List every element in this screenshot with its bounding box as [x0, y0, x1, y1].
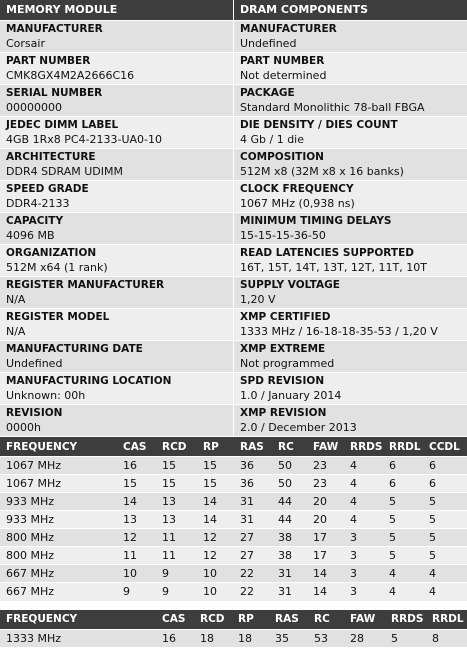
table-cell-rcd: 11 — [156, 547, 197, 565]
field-label: READ LATENCIES SUPPORTED — [240, 247, 414, 259]
table-cell-cas: 16 — [156, 629, 194, 647]
table-row — [0, 511, 467, 529]
table-cell-rrdl: 6 — [383, 457, 423, 475]
table-cell-faw: 14 — [307, 565, 344, 583]
dram-components-header: DRAM COMPONENTS — [234, 0, 467, 20]
field-value: 00000000 — [6, 101, 62, 114]
table-cell-rp: 12 — [197, 529, 234, 547]
field-value: N/A — [6, 293, 26, 306]
table-cell-frequency: 1067 MHz — [0, 475, 117, 493]
table-cell-rrdl: 6 — [383, 475, 423, 493]
table-cell-rcd: 9 — [156, 565, 197, 583]
dram-components-package-row — [234, 84, 467, 116]
dram-components-xmp-extreme-row — [234, 340, 467, 372]
table-cell-ccdl: 5 — [423, 529, 467, 547]
table-cell-faw: 20 — [307, 511, 344, 529]
table-cell-ccdl: 4 — [423, 565, 467, 583]
table-cell-frequency: 933 MHz — [0, 493, 117, 511]
dram-components-read-latencies-supported-row — [234, 244, 467, 276]
field-value: DDR4-2133 — [6, 197, 70, 210]
table-cell-frequency: 933 MHz — [0, 511, 117, 529]
memory-module-register-manufacturer-row — [0, 276, 233, 308]
table-cell-rrdl: 4 — [383, 583, 423, 601]
table-cell-rrds: 4 — [344, 511, 383, 529]
table-cell-rrds: 3 — [344, 565, 383, 583]
table-cell-ccdl: 5 — [423, 493, 467, 511]
table-cell-cas: 11 — [117, 547, 156, 565]
table-cell-frequency: 800 MHz — [0, 529, 117, 547]
table-row — [0, 565, 467, 583]
table-row — [0, 583, 467, 601]
field-value: 4GB 1Rx8 PC4-2133-UA0-10 — [6, 133, 162, 146]
table-cell-cas: 13 — [117, 511, 156, 529]
table-cell-faw: 23 — [307, 457, 344, 475]
table-cell-rc: 44 — [272, 493, 307, 511]
table-cell-ras: 31 — [234, 493, 272, 511]
table-cell-ras: 27 — [234, 529, 272, 547]
dram-components-manufacturer-row — [234, 20, 467, 52]
table-row — [0, 547, 467, 565]
memory-module-part-number-row — [0, 52, 233, 84]
table-separator — [0, 601, 467, 609]
field-label: MINIMUM TIMING DELAYS — [240, 215, 392, 227]
table-cell-rc: 31 — [272, 583, 307, 601]
field-label: MANUFACTURER — [240, 23, 337, 35]
column-header-faw: FAW — [344, 609, 385, 629]
table-cell-ccdl: 5 — [423, 547, 467, 565]
table-cell-ccdl: 6 — [423, 475, 467, 493]
field-label: SUPPLY VOLTAGE — [240, 279, 340, 291]
field-value: 16T, 15T, 14T, 13T, 12T, 11T, 10T — [240, 261, 427, 274]
field-value: 1.0 / January 2014 — [240, 389, 342, 402]
jedec-timings-table — [0, 436, 467, 601]
table-cell-rcd: 15 — [156, 475, 197, 493]
table-cell-faw: 23 — [307, 475, 344, 493]
memory-module-serial-number-row — [0, 84, 233, 116]
table-cell-rc: 53 — [308, 629, 344, 647]
field-label: REGISTER MANUFACTURER — [6, 279, 165, 291]
memory-module-speed-grade-row — [0, 180, 233, 212]
table-cell-rp: 15 — [197, 457, 234, 475]
table-cell-faw: 14 — [307, 583, 344, 601]
field-label: XMP REVISION — [240, 407, 327, 419]
dram-components-part-number-row — [234, 52, 467, 84]
table-cell-ras: 36 — [234, 475, 272, 493]
field-label: SERIAL NUMBER — [6, 87, 103, 99]
table-cell-cas: 15 — [117, 475, 156, 493]
table-row — [0, 475, 467, 493]
dram-components-clock-frequency-row — [234, 180, 467, 212]
table-cell-rrds: 3 — [344, 547, 383, 565]
table-cell-rrdl: 5 — [383, 529, 423, 547]
field-label: CAPACITY — [6, 215, 64, 227]
table-cell-rrds: 4 — [344, 475, 383, 493]
table-cell-rcd: 9 — [156, 583, 197, 601]
field-label: REVISION — [6, 407, 63, 419]
table-cell-rrds: 4 — [344, 493, 383, 511]
table-cell-rc: 31 — [272, 565, 307, 583]
memory-module-organization-row — [0, 244, 233, 276]
memory-module-capacity-row — [0, 212, 233, 244]
table-cell-rp: 12 — [197, 547, 234, 565]
field-value: N/A — [6, 325, 26, 338]
column-header-rrds: RRDS — [385, 609, 426, 629]
memory-module-header: MEMORY MODULE — [0, 0, 233, 20]
table-cell-rc: 50 — [272, 457, 307, 475]
table-cell-cas: 12 — [117, 529, 156, 547]
memory-module-jedec-dimm-label-row — [0, 116, 233, 148]
xmp-timings-table — [0, 609, 467, 648]
dram-components-spd-revision-row — [234, 372, 467, 404]
memory-module-revision-row — [0, 404, 233, 436]
table-cell-rc: 44 — [272, 511, 307, 529]
field-value: 2.0 / December 2013 — [240, 421, 357, 434]
table-cell-cas: 16 — [117, 457, 156, 475]
table-cell-rcd: 18 — [194, 629, 232, 647]
table-cell-cas: 14 — [117, 493, 156, 511]
column-header-frequency: FREQUENCY — [0, 437, 117, 457]
field-label: ORGANIZATION — [6, 247, 97, 259]
table-cell-rc: 50 — [272, 475, 307, 493]
column-header-ccdl: CCDL — [423, 437, 467, 457]
table-cell-rrdl: 8 — [426, 629, 467, 647]
table-cell-ccdl: 6 — [423, 457, 467, 475]
column-header-rc: RC — [308, 609, 344, 629]
column-header-rp: RP — [232, 609, 269, 629]
table-cell-frequency: 1333 MHz — [0, 629, 156, 647]
dram-components-column — [234, 0, 467, 436]
field-value: 15-15-15-36-50 — [240, 229, 326, 242]
dram-components-minimum-timing-delays-row — [234, 212, 467, 244]
field-value: Standard Monolithic 78-ball FBGA — [240, 101, 425, 114]
table-cell-frequency: 1067 MHz — [0, 457, 117, 475]
table-row — [0, 493, 467, 511]
table-cell-ras: 27 — [234, 547, 272, 565]
table-cell-frequency: 667 MHz — [0, 565, 117, 583]
table-cell-rrds: 5 — [385, 629, 426, 647]
field-label: PART NUMBER — [240, 55, 325, 67]
table-row — [0, 529, 467, 547]
table-cell-faw: 28 — [344, 629, 385, 647]
table-cell-rcd: 15 — [156, 457, 197, 475]
column-header-ras: RAS — [269, 609, 308, 629]
field-label: COMPOSITION — [240, 151, 324, 163]
field-label: XMP EXTREME — [240, 343, 326, 355]
table-cell-rrdl: 5 — [383, 547, 423, 565]
field-value: 4 Gb / 1 die — [240, 133, 305, 146]
table-cell-rcd: 13 — [156, 511, 197, 529]
field-value: Unknown: 00h — [6, 389, 86, 402]
table-cell-rrdl: 5 — [383, 493, 423, 511]
column-header-rcd: RCD — [156, 437, 197, 457]
field-label: MANUFACTURING LOCATION — [6, 375, 172, 387]
field-value: DDR4 SDRAM UDIMM — [6, 165, 123, 178]
table-cell-rp: 10 — [197, 565, 234, 583]
field-value: Corsair — [6, 37, 45, 50]
column-header-frequency: FREQUENCY — [0, 609, 156, 629]
table-cell-rrds: 4 — [344, 457, 383, 475]
memory-module-manufacturing-location-row — [0, 372, 233, 404]
table-row — [0, 629, 467, 647]
field-value: 1333 MHz / 16-18-18-35-53 / 1,20 V — [240, 325, 438, 338]
field-value: Undefined — [240, 37, 297, 50]
memory-module-manufacturer-row — [0, 20, 233, 52]
table-cell-cas: 10 — [117, 565, 156, 583]
table-cell-ras: 31 — [234, 511, 272, 529]
table-cell-ccdl: 4 — [423, 583, 467, 601]
dram-components-xmp-certified-row — [234, 308, 467, 340]
column-header-rrdl: RRDL — [383, 437, 423, 457]
memory-module-architecture-row — [0, 148, 233, 180]
column-header-rp: RP — [197, 437, 234, 457]
table-cell-rp: 14 — [197, 511, 234, 529]
table-cell-rc: 38 — [272, 529, 307, 547]
field-label: SPEED GRADE — [6, 183, 89, 195]
table-cell-rrds: 3 — [344, 583, 383, 601]
dram-components-composition-row — [234, 148, 467, 180]
table-cell-rc: 38 — [272, 547, 307, 565]
field-value: 1,20 V — [240, 293, 276, 306]
table-cell-ccdl: 5 — [423, 511, 467, 529]
table-cell-frequency: 667 MHz — [0, 583, 117, 601]
table-cell-rp: 10 — [197, 583, 234, 601]
table-cell-ras: 22 — [234, 583, 272, 601]
table-cell-rp: 18 — [232, 629, 269, 647]
table-cell-rp: 14 — [197, 493, 234, 511]
field-value: 0000h — [6, 421, 41, 434]
table-cell-rrdl: 4 — [383, 565, 423, 583]
field-value: 512M x64 (1 rank) — [6, 261, 108, 274]
column-header-rrdl: RRDL — [426, 609, 467, 629]
table-cell-rrds: 3 — [344, 529, 383, 547]
table-cell-rcd: 13 — [156, 493, 197, 511]
table-cell-faw: 20 — [307, 493, 344, 511]
table-row — [0, 457, 467, 475]
memory-module-column — [0, 0, 233, 436]
table-cell-frequency: 800 MHz — [0, 547, 117, 565]
table-cell-faw: 17 — [307, 529, 344, 547]
column-header-cas: CAS — [117, 437, 156, 457]
table-cell-cas: 9 — [117, 583, 156, 601]
column-header-rc: RC — [272, 437, 307, 457]
dram-components-die-density-dies-count-row — [234, 116, 467, 148]
table-cell-rp: 15 — [197, 475, 234, 493]
field-value: Not programmed — [240, 357, 335, 370]
table-cell-rrdl: 5 — [383, 511, 423, 529]
field-label: SPD REVISION — [240, 375, 325, 387]
field-label: XMP CERTIFIED — [240, 311, 331, 323]
field-value: Not determined — [240, 69, 327, 82]
field-label: PART NUMBER — [6, 55, 91, 67]
field-value: 4096 MB — [6, 229, 55, 242]
table-cell-ras: 35 — [269, 629, 308, 647]
table-cell-ras: 36 — [234, 457, 272, 475]
memory-module-manufacturing-date-row — [0, 340, 233, 372]
field-label: REGISTER MODEL — [6, 311, 110, 323]
column-header-faw: FAW — [307, 437, 344, 457]
column-header-cas: CAS — [156, 609, 194, 629]
field-label: PACKAGE — [240, 87, 295, 99]
dram-components-supply-voltage-row — [234, 276, 467, 308]
field-value: CMK8GX4M2A2666C16 — [6, 69, 135, 82]
field-label: ARCHITECTURE — [6, 151, 96, 163]
table-cell-ras: 22 — [234, 565, 272, 583]
field-label: DIE DENSITY / DIES COUNT — [240, 119, 398, 131]
memory-module-register-model-row — [0, 308, 233, 340]
column-header-ras: RAS — [234, 437, 272, 457]
field-label: MANUFACTURING DATE — [6, 343, 143, 355]
field-value: Undefined — [6, 357, 63, 370]
field-label: MANUFACTURER — [6, 23, 103, 35]
field-value: 512M x8 (32M x8 x 16 banks) — [240, 165, 404, 178]
field-label: JEDEC DIMM LABEL — [6, 119, 119, 131]
column-header-rcd: RCD — [194, 609, 232, 629]
field-label: CLOCK FREQUENCY — [240, 183, 354, 195]
dram-components-xmp-revision-row — [234, 404, 467, 436]
table-cell-faw: 17 — [307, 547, 344, 565]
field-value: 1067 MHz (0,938 ns) — [240, 197, 355, 210]
table-cell-rcd: 11 — [156, 529, 197, 547]
column-header-rrds: RRDS — [344, 437, 383, 457]
